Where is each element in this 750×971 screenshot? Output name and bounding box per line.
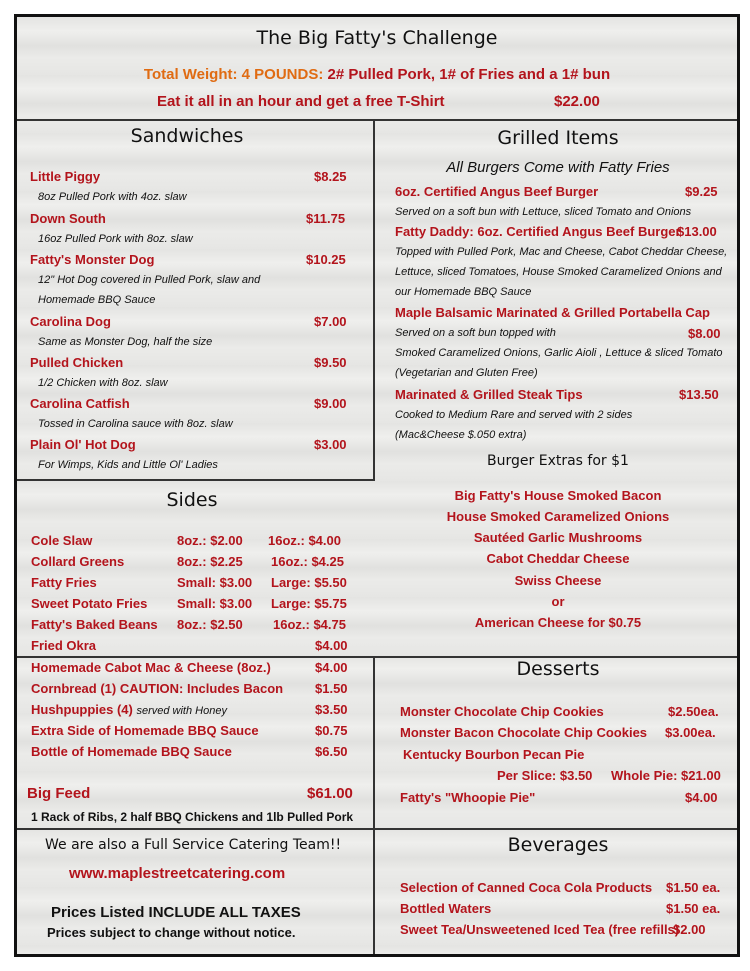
side-name: Cole Slaw [31, 533, 93, 548]
grilled-name: Fatty Daddy: 6oz. Certified Angus Beef Burger [395, 224, 681, 239]
dessert-price: $3.00ea. [665, 725, 716, 740]
grilled-title: Grilled Items [497, 127, 619, 149]
side-extra-name: Extra Side of Homemade BBQ Sauce [31, 723, 259, 738]
sandwich-price: $3.00 [314, 437, 347, 452]
menu-page [14, 14, 740, 957]
sandwich-price: $9.00 [314, 396, 347, 411]
sandwich-name: Carolina Dog [30, 314, 111, 329]
weight-detail: 2# Pulled Pork, 1# of Fries and a 1# bun [327, 66, 611, 83]
side-size-2: 16oz.: $4.00 [268, 533, 341, 548]
grilled-desc: Cooked to Medium Rare and served with 2 sides [395, 409, 633, 421]
beverages-title: Beverages [507, 834, 609, 856]
grilled-name: Maple Balsamic Marinated & Grilled Portabella Cap [395, 305, 710, 320]
beverage-price: $1.50 ea. [666, 880, 721, 895]
sides-title: Sides [166, 489, 218, 511]
dessert-name: Monster Bacon Chocolate Chip Cookies [400, 725, 648, 740]
sandwich-desc: 16oz Pulled Pork with 8oz. slaw [38, 233, 193, 245]
sandwich-price: $9.50 [314, 355, 347, 370]
extra-item: Sautéed Garlic Mushrooms [473, 530, 643, 545]
extra-item: Cabot Cheddar Cheese [486, 551, 630, 566]
grilled-desc: Served on a soft bun with Lettuce, sliced Tomato and Onions [395, 206, 692, 218]
dessert-name: Monster Chocolate Chip Cookies [400, 704, 604, 719]
challenge-title: The Big Fatty's Challenge [256, 27, 498, 49]
grilled-desc: (Mac&Cheese $.050 extra) [395, 429, 527, 441]
grilled-desc: our Homemade BBQ Sauce [395, 286, 532, 298]
weight-label: Total Weight: 4 POUNDS: [143, 66, 324, 83]
side-extra-price: $0.75 [315, 723, 348, 738]
side-size-2: $4.00 [315, 638, 348, 653]
side-size-2: Large: $5.75 [271, 596, 347, 611]
side-name: Fatty's Baked Beans [31, 617, 158, 632]
catering-text: We are also a Full Service Catering Team!! [45, 837, 342, 853]
side-extra-price: $6.50 [315, 744, 348, 759]
sandwich-desc: 12" Hot Dog covered in Pulled Pork, slaw and [38, 274, 261, 286]
sandwiches-title: Sandwiches [130, 125, 244, 147]
side-size-1: Small: $3.00 [177, 575, 253, 590]
sandwich-name: Down South [30, 211, 106, 226]
grilled-desc: Lettuce, sliced Tomatoes, House Smoked Caramelized Onions and [395, 266, 722, 278]
side-name: Sweet Potato Fries [31, 596, 148, 611]
sandwich-price: $8.25 [314, 169, 347, 184]
grilled-price: $13.50 [679, 387, 719, 402]
side-extra-name [31, 702, 227, 717]
side-extra-price: $3.50 [315, 702, 348, 717]
dessert-price: $2.50ea. [668, 704, 719, 719]
extra-item: American Cheese for $0.75 [474, 615, 642, 630]
grilled-name: Marinated & Grilled Steak Tips [395, 387, 583, 402]
sandwich-name: Plain Ol' Hot Dog [30, 437, 136, 452]
extra-item: or [551, 594, 565, 609]
side-name: Fried Okra [31, 638, 97, 653]
side-name: Collard Greens [31, 554, 125, 569]
big-feed-desc: 1 Rack of Ribs, 2 half BBQ Chickens and 1lb Pulled Pork [31, 810, 354, 824]
big-feed-price: $61.00 [307, 785, 353, 802]
sandwich-name: Carolina Catfish [30, 396, 130, 411]
beverage-price: $2.00 [673, 922, 706, 937]
grilled-price: $9.25 [685, 184, 718, 199]
divider [373, 119, 375, 480]
desserts-title: Desserts [516, 658, 600, 680]
change-notice: Prices subject to change without notice. [47, 925, 296, 940]
burger-extras-title: Burger Extras for $1 [487, 453, 629, 469]
side-extra-note: served with Honey [136, 705, 227, 717]
beverage-name: Selection of Canned Coca Cola Products [400, 880, 653, 895]
side-size-2: 16oz.: $4.75 [273, 617, 346, 632]
dessert-price: $4.00 [685, 790, 718, 805]
divider [17, 479, 375, 481]
extra-item: Big Fatty's House Smoked Bacon [454, 488, 662, 503]
dessert-name: Kentucky Bourbon Pecan Pie [403, 747, 585, 762]
sandwich-price: $7.00 [314, 314, 347, 329]
dessert-name: Fatty's "Whoopie Pie" [400, 790, 536, 805]
side-size-1: 8oz.: $2.25 [177, 554, 243, 569]
grilled-desc: (Vegetarian and Gluten Free) [395, 367, 538, 379]
sandwich-desc: 8oz Pulled Pork with 4oz. slaw [38, 191, 187, 203]
side-extra-label: Hushpuppies (4) [31, 702, 133, 717]
sandwich-desc: Tossed in Carolina sauce with 8oz. slaw [38, 418, 233, 430]
grilled-desc: Served on a soft bun topped with [395, 327, 556, 339]
extra-item: Swiss Cheese [514, 573, 602, 588]
pie-whole-price: Whole Pie: $21.00 [611, 768, 721, 783]
sandwich-name: Pulled Chicken [30, 355, 124, 370]
divider [17, 828, 375, 830]
grilled-desc: Smoked Caramelized Onions, Garlic Aioli , Lettuce & sliced Tomato [395, 347, 723, 359]
side-size-1: 8oz.: $2.00 [177, 533, 243, 548]
sandwich-desc: 1/2 Chicken with 8oz. slaw [38, 377, 168, 389]
side-name: Fatty Fries [31, 575, 97, 590]
challenge-text: Eat it all in an hour and get a free T-Shirt [157, 93, 445, 110]
divider [17, 119, 737, 121]
divider [375, 828, 737, 830]
sandwich-name: Fatty's Monster Dog [30, 252, 155, 267]
big-feed-name: Big Feed [27, 785, 91, 802]
grilled-subtitle: All Burgers Come with Fatty Fries [446, 159, 670, 176]
beverage-price: $1.50 ea. [666, 901, 721, 916]
side-extra-name: Cornbread (1) CAUTION: Includes Bacon [31, 681, 284, 696]
beverage-name: Bottled Waters [400, 901, 492, 916]
side-size-1: Small: $3.00 [177, 596, 253, 611]
extra-item: House Smoked Caramelized Onions [446, 509, 670, 524]
sandwich-price: $10.25 [306, 252, 346, 267]
side-extra-price: $4.00 [315, 660, 348, 675]
sandwich-price: $11.75 [306, 211, 346, 226]
side-size-1: 8oz.: $2.50 [177, 617, 243, 632]
side-extra-name: Homemade Cabot Mac & Cheese (8oz.) [31, 660, 271, 675]
challenge-price: $22.00 [554, 93, 600, 110]
grilled-price: $13.00 [677, 224, 717, 239]
side-size-2: 16oz.: $4.25 [271, 554, 344, 569]
taxes-note: Prices Listed INCLUDE ALL TAXES [51, 904, 301, 921]
side-extra-name: Bottle of Homemade BBQ Sauce [31, 744, 232, 759]
beverage-name: Sweet Tea/Unsweetened Iced Tea (free refills) [400, 922, 680, 937]
sandwich-desc: For Wimps, Kids and Little Ol' Ladies [38, 459, 218, 471]
pie-slice-price: Per Slice: $3.50 [497, 768, 593, 783]
sandwich-desc: Same as Monster Dog, half the size [38, 336, 213, 348]
website-link[interactable]: www.maplestreetcatering.com [69, 865, 286, 882]
grilled-name: 6oz. Certified Angus Beef Burger [395, 184, 599, 199]
side-extra-price: $1.50 [315, 681, 348, 696]
sandwich-desc: Homemade BBQ Sauce [38, 294, 156, 306]
grilled-desc: Topped with Pulled Pork, Mac and Cheese, Cabot Cheddar Cheese, [395, 246, 728, 258]
challenge-weight [17, 66, 737, 83]
divider [373, 656, 375, 954]
grilled-price: $8.00 [688, 326, 721, 341]
side-size-2: Large: $5.50 [271, 575, 347, 590]
sandwich-name: Little Piggy [30, 169, 101, 184]
